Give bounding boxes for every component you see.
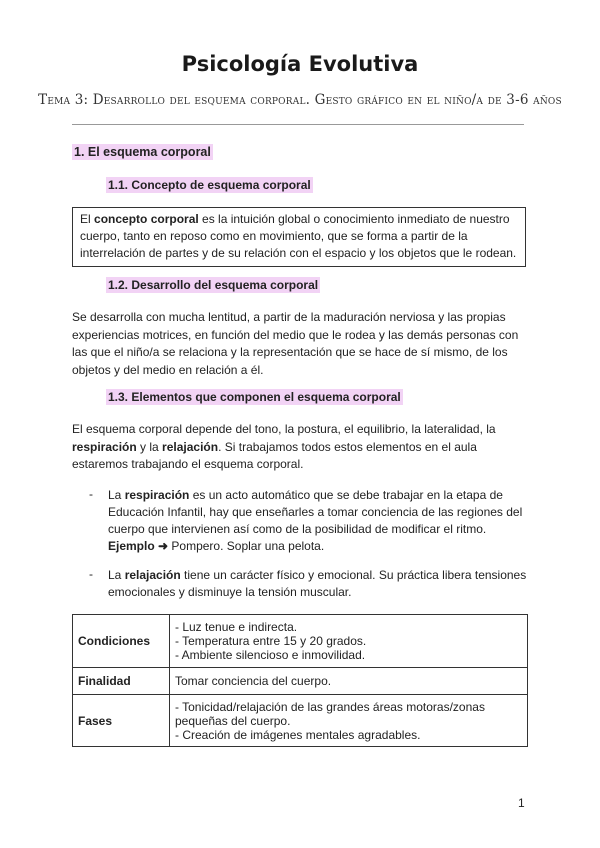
elements-paragraph: [72, 421, 528, 474]
bullet-respiracion: [108, 487, 528, 555]
definition-box: [72, 207, 526, 267]
elements-mid: y la: [136, 439, 163, 454]
table-line: - Temperatura entre 15 y 20 grados.: [175, 634, 367, 648]
divider: [72, 124, 524, 125]
table-line: - Creación de imágenes mentales agradables.: [175, 727, 421, 742]
subsection-heading-1-1: [106, 178, 313, 192]
table-row: [73, 695, 528, 747]
subsection-heading-1-3: [106, 390, 403, 404]
definition-term: concepto corporal: [94, 212, 199, 226]
definition-pre: El: [80, 212, 95, 226]
table-line: - Tonicidad/relajación de las grandes áreas motoras/zonas pequeñas del cuerpo.: [175, 699, 485, 728]
subsection-heading-1-3-text: 1.3. Elementos que componen el esquema corporal: [108, 390, 401, 404]
example-text: Pompero. Soplar una pelota.: [168, 539, 325, 553]
table-row-label: Finalidad: [73, 668, 170, 695]
table-line: Tomar conciencia del cuerpo.: [175, 674, 332, 688]
table-row-value: [170, 668, 528, 695]
example-label: Ejemplo ➜: [108, 539, 169, 553]
table-line: - Luz tenue e indirecta.: [175, 620, 298, 634]
bullet-dash: -: [89, 567, 93, 581]
elements-pre: El esquema corporal depende del tono, la postura, el equilibrio, la lateralidad, la: [72, 422, 496, 436]
subsection-heading-1-1-text: 1.1. Concepto de esquema corporal: [108, 178, 311, 192]
bullet2-text: tiene un carácter físico y emocional. Su práctica libera tensiones emocionales y disminuye la tensión muscular.: [108, 568, 527, 599]
elements-post: . Si trabajamos todos estos elementos en el aula estaremos trabajando el esquema corporal.: [72, 439, 477, 471]
document-title: Psicología Evolutiva: [181, 52, 419, 76]
elements-respiracion: respiración: [72, 439, 137, 454]
bullet-relajacion: [108, 567, 528, 601]
table-row: [73, 668, 528, 695]
relaxation-table: [72, 614, 528, 747]
bullet1-pre: La: [108, 488, 125, 502]
definition-text: es la intuición global o conocimiento inmediato de nuestro cuerpo, tanto en reposo como en movimiento, que se forma a partir de la interrelación de partes y de su relación con el espacio y los objetos que le rodean.: [80, 212, 517, 260]
bullet-dash: -: [89, 487, 93, 501]
table-row-label: Fases: [73, 695, 170, 747]
document-subtitle: Tema 3: Desarrollo del esquema corporal. Gesto gráfico en el niño/a de 3-6 años: [38, 92, 562, 108]
section-heading-1: [72, 145, 213, 159]
table-row: [73, 615, 528, 668]
table-row-value: [170, 695, 528, 747]
bullet1-term: respiración: [124, 488, 190, 502]
section-heading-1-text: 1. El esquema corporal: [74, 145, 211, 159]
bullet2-pre: La: [108, 568, 125, 582]
development-paragraph: Se desarrolla con mucha lentitud, a partir de la maduración nerviosa y las propias experiencias motrices, en función del medio que le rodea y las demás personas con las que el niño/a se relaciona y la representación que se hace de sí mismo, de los objetos y del medio en relación a él.: [72, 310, 519, 377]
elements-relajacion: relajación: [162, 439, 219, 454]
subsection-heading-1-2-text: 1.2. Desarrollo del esquema corporal: [108, 278, 319, 292]
table-row-value: [170, 615, 528, 668]
subsection-heading-1-2: [106, 278, 320, 292]
table-row-label: Condiciones: [73, 615, 170, 668]
bullet2-term: relajación: [124, 568, 181, 582]
table-line: - Ambiente silencioso e inmovilidad.: [175, 648, 366, 662]
bullet1-text: es un acto automático que se debe trabajar en la etapa de Educación Infantil, hay que enseñarles a tomar conciencia de las regiones del cuerpo que intervienen así como de la posibilidad de modificar el ritmo.: [108, 488, 523, 536]
page-number: 1: [518, 796, 525, 810]
